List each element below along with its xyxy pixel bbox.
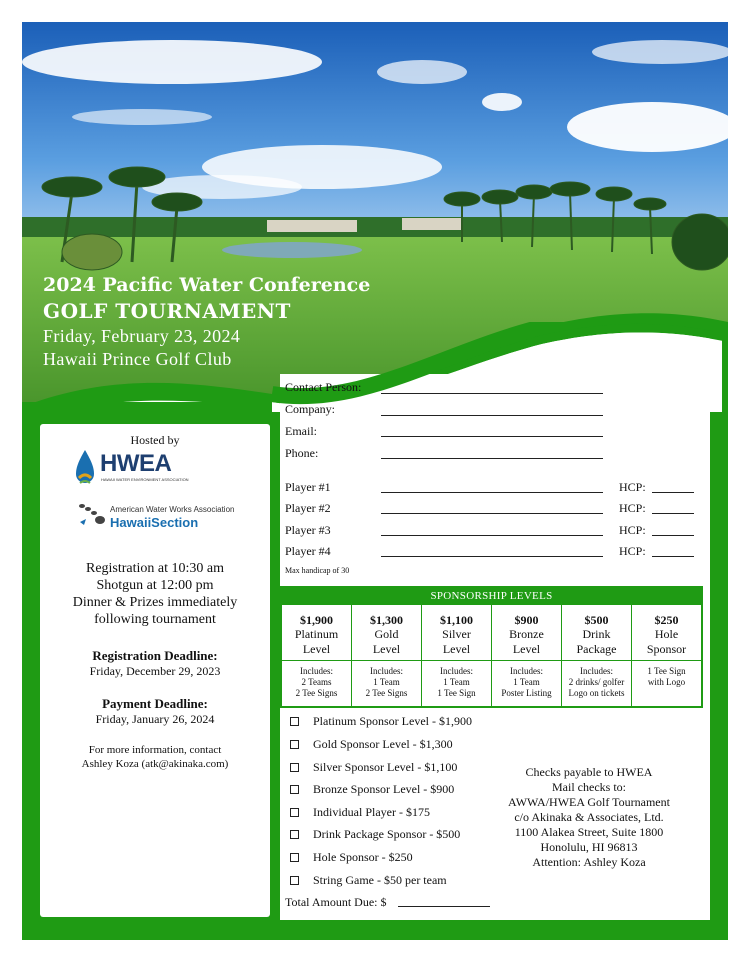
level-include: 2 Teams — [301, 677, 332, 687]
payment-deadline-date: Friday, January 26, 2024 — [95, 712, 215, 726]
contact-person-field[interactable] — [381, 393, 603, 394]
company-field[interactable] — [381, 415, 603, 416]
payment-deadline-label: Payment Deadline: — [102, 696, 208, 711]
sponsor-level-platinum — [282, 605, 351, 706]
player-2-field[interactable] — [381, 513, 603, 514]
level-name: Gold — [374, 627, 399, 641]
awwa-section: HawaiiSection — [110, 515, 199, 530]
hosted-by-label: Hosted by — [130, 433, 180, 447]
awwa-name: American Water Works Association — [110, 505, 235, 514]
schedule-line: following tournament — [94, 612, 216, 627]
sponsor-level-gold — [351, 605, 421, 706]
tournament-title: GOLF TOURNAMENT — [43, 299, 291, 323]
level-include: with Logo — [647, 677, 686, 687]
level-price: $250 — [654, 613, 679, 627]
registration-deadline-date: Friday, December 29, 2023 — [89, 664, 221, 678]
level-name: Sponsor — [646, 642, 687, 656]
sponsorship-header: SPONSORSHIP LEVELS — [282, 588, 701, 605]
mailing-line: Mail checks to: — [552, 780, 626, 794]
level-include: 1 Team — [513, 677, 540, 687]
phone-label: Phone: — [285, 446, 319, 460]
level-include: 1 Team — [373, 677, 400, 687]
sponsor-level-silver — [421, 605, 491, 706]
level-include: Includes: — [510, 666, 543, 676]
level-include: Includes: — [440, 666, 473, 676]
mailing-line: 1100 Alakea Street, Suite 1800 — [514, 825, 664, 839]
schedule-line: Registration at 10:30 am — [85, 561, 225, 576]
player-1-label: Player #1 — [285, 480, 331, 494]
level-name: Bronze — [509, 627, 544, 641]
level-name: Package — [576, 642, 617, 656]
level-name: Level — [512, 642, 541, 656]
player-1-hcp-field[interactable] — [652, 492, 694, 493]
option-label: Platinum Sponsor Level - $1,900 — [313, 714, 472, 728]
level-name: Level — [372, 642, 401, 656]
option-silver[interactable] — [290, 760, 457, 775]
hwea-logo-text: HWEA — [100, 450, 172, 477]
mailing-line: AWWA/HWEA Golf Tournament — [508, 795, 670, 809]
water-drop-icon — [74, 448, 96, 488]
option-label: Silver Sponsor Level - $1,100 — [313, 760, 458, 774]
sponsor-level-drink-package — [561, 605, 631, 706]
checkbox[interactable] — [290, 830, 299, 839]
player-2-label: Player #2 — [285, 501, 331, 515]
event-venue: Hawaii Prince Golf Club — [43, 349, 232, 369]
checkbox[interactable] — [290, 876, 299, 885]
option-bronze[interactable] — [290, 782, 454, 797]
hwea-subtext: HAWAII WATER ENVIRONMENT ASSOCIATION — [101, 477, 189, 482]
event-title — [43, 273, 370, 371]
player-4-hcp-field[interactable] — [652, 556, 694, 557]
total-amount-field[interactable] — [398, 906, 490, 907]
email-field[interactable] — [381, 436, 603, 437]
checkbox[interactable] — [290, 785, 299, 794]
option-label: Hole Sponsor - $250 — [313, 850, 413, 864]
mailing-line: Honolulu, HI 96813 — [540, 840, 638, 854]
event-date: Friday, February 23, 2024 — [43, 326, 241, 346]
level-name: Silver — [442, 627, 471, 641]
option-drink-package[interactable] — [290, 827, 460, 842]
option-label: Bronze Sponsor Level - $900 — [313, 782, 455, 796]
sponsorship-table — [280, 586, 703, 708]
level-include: Includes: — [580, 666, 613, 676]
schedule-line: Shotgun at 12:00 pm — [96, 578, 214, 593]
schedule — [40, 560, 270, 628]
option-string-game[interactable] — [290, 873, 447, 888]
schedule-line: Dinner & Prizes immediately — [72, 595, 238, 610]
sponsor-level-bronze — [491, 605, 561, 706]
player-4-label: Player #4 — [285, 544, 331, 558]
hwea-logo — [74, 448, 254, 488]
info-column — [40, 424, 270, 917]
level-price: $1,300 — [370, 613, 403, 627]
checkbox[interactable] — [290, 853, 299, 862]
option-label: Individual Player - $175 — [313, 805, 430, 819]
total-amount-label: Total Amount Due: $ — [285, 895, 387, 909]
mailing-info — [489, 765, 689, 870]
level-include: 2 Tee Signs — [295, 688, 338, 698]
option-platinum[interactable] — [290, 714, 472, 729]
level-name: Drink — [582, 627, 611, 641]
level-include: 1 Tee Sign — [647, 666, 686, 676]
level-include: Includes: — [370, 666, 403, 676]
option-gold[interactable] — [290, 737, 453, 752]
mailing-line: c/o Akinaka & Associates, Ltd. — [514, 810, 664, 824]
conference-title: 2024 Pacific Water Conference — [43, 274, 371, 296]
awwa-logo — [78, 502, 268, 532]
player-4-field[interactable] — [381, 556, 603, 557]
level-price: $1,100 — [440, 613, 473, 627]
level-include: 2 Tee Signs — [365, 688, 408, 698]
level-include: Includes: — [300, 666, 333, 676]
flyer — [22, 22, 728, 940]
level-name: Level — [442, 642, 471, 656]
player-3-label: Player #3 — [285, 523, 331, 537]
level-name: Hole — [654, 627, 679, 641]
sponsor-level-hole-sponsor — [631, 605, 701, 706]
option-hole-sponsor[interactable] — [290, 850, 413, 865]
level-include: 2 drinks/ golfer — [568, 677, 625, 687]
player-3-hcp-field[interactable] — [652, 535, 694, 536]
level-name: Platinum — [294, 627, 339, 641]
option-label: String Game - $50 per team — [313, 873, 447, 887]
option-label: Drink Package Sponsor - $500 — [313, 827, 461, 841]
contact-info-line: For more information, contact — [88, 744, 222, 756]
level-price: $500 — [584, 613, 609, 627]
hcp-label: HCP: — [619, 480, 646, 494]
checkbox[interactable] — [290, 717, 299, 726]
level-price: $1,900 — [300, 613, 333, 627]
hcp-label: HCP: — [619, 544, 646, 558]
hcp-label: HCP: — [619, 501, 646, 515]
level-include: 1 Tee Sign — [437, 688, 476, 698]
max-handicap-note: Max handicap of 30 — [285, 566, 350, 575]
player-2-hcp-field[interactable] — [652, 513, 694, 514]
option-individual-player[interactable] — [290, 805, 430, 820]
level-include: Logo on tickets — [568, 688, 625, 698]
contact-email[interactable]: Ashley Koza (atk@akinaka.com) — [81, 758, 229, 770]
level-include: Poster Listing — [501, 688, 552, 698]
company-label: Company: — [285, 402, 335, 416]
hcp-label: HCP: — [619, 523, 646, 537]
checkbox[interactable] — [290, 740, 299, 749]
level-name: Level — [302, 642, 331, 656]
registration-deadline-label: Registration Deadline: — [92, 648, 218, 663]
player-1-field[interactable] — [381, 492, 603, 493]
mailing-line: Checks payable to HWEA — [525, 765, 653, 779]
email-label: Email: — [285, 424, 317, 438]
contact-person-label: Contact Person: — [285, 380, 362, 394]
checkbox[interactable] — [290, 763, 299, 772]
checkbox[interactable] — [290, 808, 299, 817]
hawaii-islands-icon — [78, 502, 106, 526]
phone-field[interactable] — [381, 458, 603, 459]
level-price: $900 — [514, 613, 539, 627]
player-3-field[interactable] — [381, 535, 603, 536]
option-label: Gold Sponsor Level - $1,300 — [313, 737, 453, 751]
level-include: 1 Team — [443, 677, 470, 687]
mailing-line: Attention: Ashley Koza — [532, 855, 646, 869]
